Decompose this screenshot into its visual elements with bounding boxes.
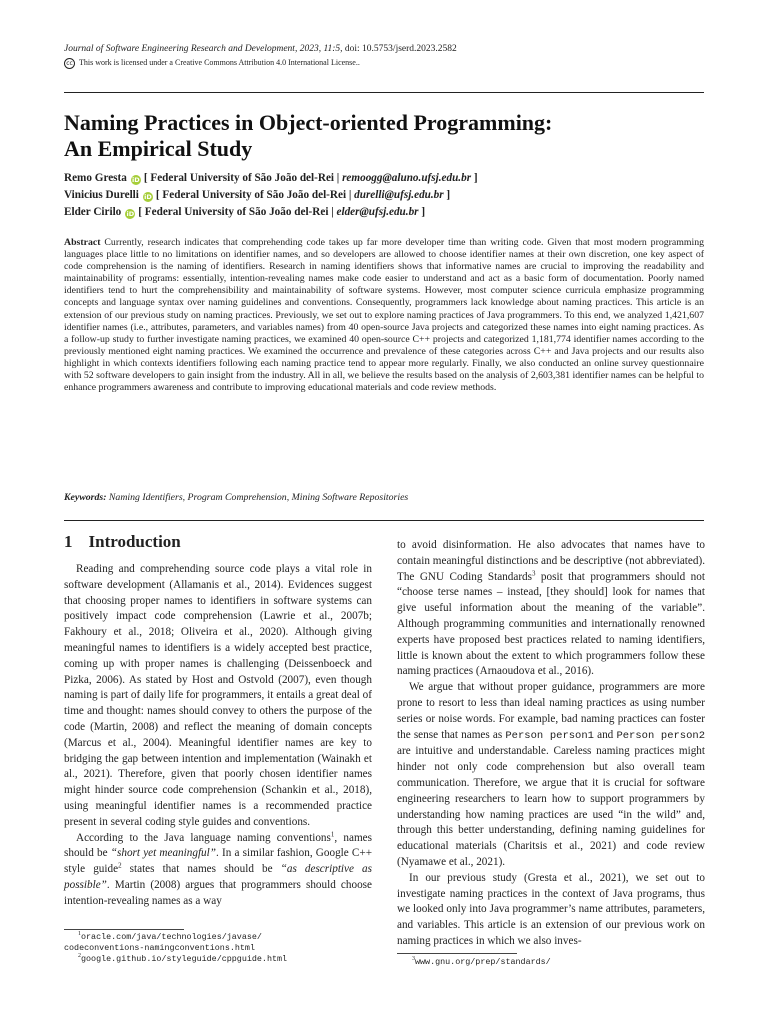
keywords-text: Naming Identifiers, Program Comprehension, Mining Software Repositories: [106, 492, 409, 503]
title-line-1: Naming Practices in Object-oriented Programming:: [64, 110, 553, 135]
footnote-link[interactable]: oracle.com/java/technologies/javase/: [81, 932, 262, 942]
text-span: posit that programmers should not “choose terse names – instead, [they should] look for names that give useful information about the meaning of the variable”. Although programming communities and internationally renowned experts have proposed best practices related to naming identifiers, little is known about the extent to which programmers follow these naming practices (Arnaoudova et al., 2016).: [397, 570, 705, 678]
text-span: and: [593, 728, 617, 741]
author-affiliation: [ Federal University of São João del-Rei |: [155, 189, 355, 201]
right-column: [397, 538, 705, 950]
author-email[interactable]: remoogg@aluno.ufsj.edu.br: [342, 172, 472, 184]
title-line-2: An Empirical Study: [64, 136, 253, 161]
journal-header: [64, 42, 704, 70]
paragraph: [397, 680, 705, 871]
author-entry: [64, 204, 704, 221]
author-close-bracket: ]: [418, 206, 426, 218]
author-close-bracket: ]: [471, 172, 478, 184]
abstract-divider: [64, 520, 704, 521]
author-name: Remo Gresta: [64, 172, 127, 184]
paragraph: [397, 538, 705, 680]
author-entry: [64, 170, 704, 187]
author-name: Vinicius Durelli: [64, 189, 139, 201]
quote: “short yet meaningful”: [110, 847, 216, 860]
footnote-divider: [397, 953, 517, 954]
author-entry: [64, 187, 704, 204]
text-span: . Martin (2008) argues that programmers should choose intention-revealing names as a way: [64, 878, 372, 907]
orcid-icon[interactable]: iD: [144, 193, 152, 201]
footnote-link[interactable]: www.gnu.org/prep/standards/: [415, 957, 551, 967]
paper-title: [64, 110, 704, 162]
quote: “as descriptive as possible”: [64, 863, 372, 891]
author-list: [64, 170, 704, 221]
creative-commons-icon: cc: [64, 58, 75, 69]
section-heading: [64, 532, 181, 552]
journal-citation: Journal of Software Engineering Research and Development, 2023, 11:5,: [64, 44, 343, 54]
orcid-icon[interactable]: iD: [132, 176, 140, 184]
footnote-ref[interactable]: 1: [330, 829, 335, 838]
abstract: [64, 237, 704, 394]
code-snippet: Person person2: [616, 729, 706, 742]
paragraph: [64, 831, 372, 910]
paragraph: In our previous study (Gresta et al., 2021), we set out to investigate naming practices in the context of Java programs, thus we looked only into Java programmer’s name attributes, parameters, and variables. This article is an extension of our previous work on naming practices in which we also inves-: [397, 871, 705, 947]
footnote-number: 1: [78, 931, 81, 938]
keywords-label: Keywords:: [64, 492, 107, 503]
footnote-1: [64, 931, 288, 965]
text-span: are intuitive and understandable. Careless naming practices might hinder not only code comprehension but also overall team communication. Therefore, we argue that it is crucial for software engineering researchers to learn how to support programmers by understanding how naming practices are used “in the wild” and, through this better understanding, defining naming guidelines for educational materials (Charitsis et al., 2021) and code review (Nyamawe et al., 2021).: [397, 745, 705, 868]
footnote-link-continued[interactable]: codeconventions-namingconventions.html: [64, 943, 255, 953]
footnote-ref[interactable]: 3: [532, 568, 536, 577]
author-affiliation: [ Federal University of São João del-Rei |: [143, 172, 343, 184]
footnote-ref[interactable]: 2: [118, 861, 122, 870]
code-snippet: Person person1: [505, 729, 594, 742]
footnote-3: [412, 957, 551, 968]
orcid-icon[interactable]: iD: [126, 210, 135, 218]
keywords: [64, 492, 704, 504]
footnote-number: 2: [78, 953, 81, 960]
left-column: [64, 562, 372, 910]
author-email[interactable]: elder@ufsj.edu.br: [336, 206, 419, 218]
author-email[interactable]: durelli@ufsj.edu.br: [354, 189, 444, 201]
abstract-label: Abstract: [64, 237, 101, 248]
text-span: . In a similar fashion, Google C++ style guide: [64, 847, 372, 876]
author-affiliation: [ Federal University of São João del-Rei |: [138, 206, 337, 218]
text-span: states that names should be: [121, 863, 281, 876]
license-text[interactable]: This work is licensed under a Creative Commons Attribution 4.0 International License..: [79, 58, 360, 67]
text-span: , names should be: [64, 831, 372, 860]
license-line: [64, 56, 704, 70]
footnote-link[interactable]: google.github.io/styleguide/cppguide.html: [81, 954, 288, 964]
header-divider: [64, 92, 704, 93]
footnote-divider: [64, 929, 184, 930]
section-title: Introduction: [88, 532, 181, 551]
text-span: We argue that without proper guidance, programmers are more prone to resort to less than ideal naming practices as using number series or noise words. For example, bad naming practices can foster the sense that names as: [397, 681, 705, 741]
author-name: Elder Cirilo: [64, 206, 122, 218]
section-number: 1: [64, 532, 73, 551]
paragraph: Reading and comprehending source code plays a vital role in software development (Allamanis et al., 2014). Evidences suggest that choosing proper names to identifiers in software systems can positively impact code comprehension (Lawrie et al., 2007b; Fakhoury et al., 2018; Oliveira et al., 2020). Although giving meaningful names to identifiers is a widely accepted best practice, coming up with proper names is challenging (Deissenboeck and Pizka, 2006). As stated by Host and Ostvold (2007), even though naming is part of daily life for programmers, it entails a great deal of time and thought: names should convey to others the purpose of the code (Martin, 2008) and reflect the meaning of domain concepts (Marcus et al., 2004). Meaningful identifier names are key to bridging the gap between intention and implementation (Wainakh et al., 2021). Therefore, given that poorly chosen identifier names might hinder source code comprehension (Schankin et al., 2018), using meaningful identifier names is a recommended practice present in several coding style guides and conventions.: [64, 563, 372, 828]
journal-citation-line: [64, 42, 704, 56]
text-span: to avoid disinformation. He also advocates that names have to contain meaningful distinctions and be descriptive (not abbreviated). The GNU Coding Standards: [397, 539, 705, 583]
footnote-number: 3: [412, 956, 415, 963]
doi-link[interactable]: doi: 10.5753/jserd.2023.2582: [342, 44, 457, 54]
text-span: According to the Java language naming conventions: [76, 831, 331, 844]
author-close-bracket: ]: [443, 189, 451, 201]
abstract-text: Currently, research indicates that comprehending code takes up far more developer time than writing code. Given that most modern programming languages place little to no limitations on identifier names, and so developers are allowed to choose identifier names at their own discretion, one key aspect of code comprehension is the naming of identifiers. Research in naming identifiers shows that informative names are crucial to improving the readability and maintainability of programs: essentially, intention-revealing names make code easier to understand and act as a basic form of documentation. Poorly named identifiers tend to hurt the comprehensibility and maintainability of software systems. However, most computer science curricula emphasize programming concepts and language syntax over naming guidelines and conventions. Consequently, programmers lack knowledge about naming practices. This article is an extension of our previous study on naming practices. Previously, we set out to explore naming practices of Java programmers. To this end, we analyzed 1,421,607 identifier names (i.e., attributes, parameters, and variables names) from 40 open-source Java projects and categorized these names into eight naming practices. As a follow-up study to further investigate naming practices, we examined 40 open-source C++ projects and categorized 1,181,774 identifier names according to the previously mentioned eight naming practices. We examined the occurrence and prevalence of these categories across C++ and Java projects and our results also highlight in which contexts identifiers following each naming practice tend to appear more regularly. Finally, we also conducted an online survey questionnaire with 52 software developers to gain insight from the industry. All in all, we believe the results based on the analysis of 2,603,381 identifier names can be helpful to enhance programmers awareness and contribute to improving educational materials and code review methods.: [64, 237, 704, 394]
